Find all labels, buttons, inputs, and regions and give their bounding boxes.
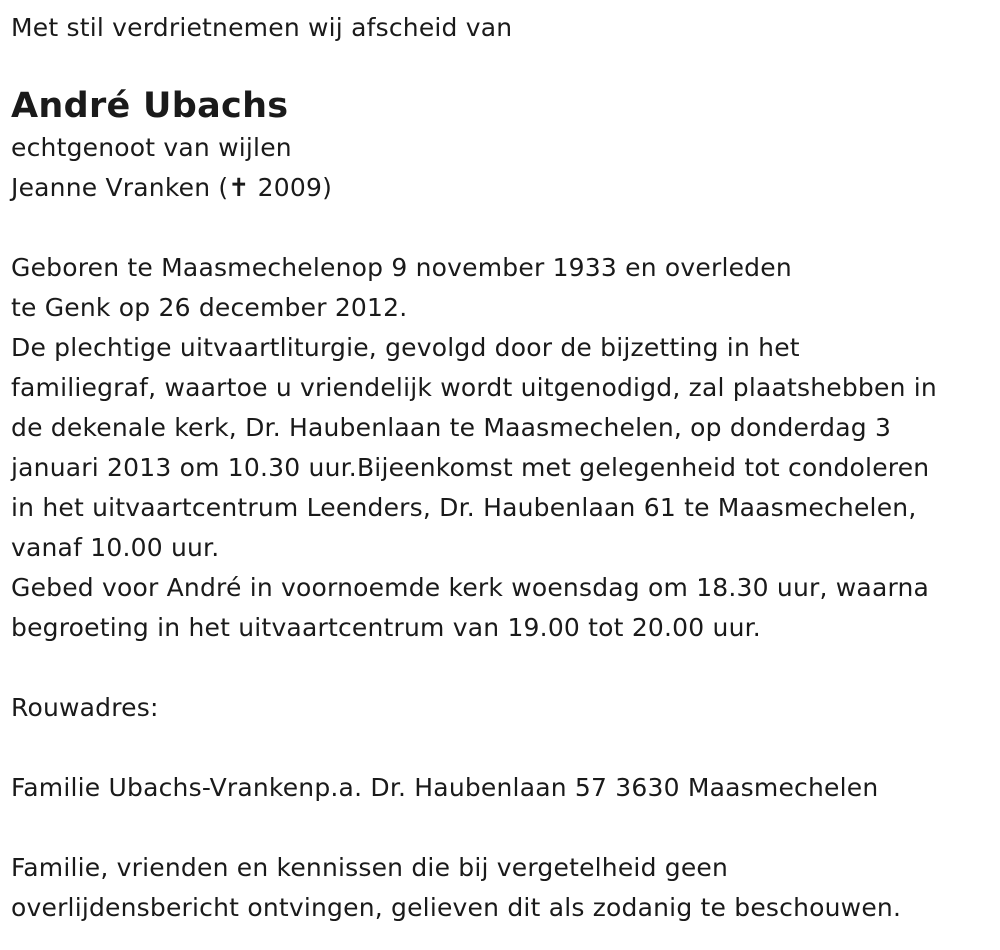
body-line: familiegraf, waartoe u vriendelijk wordt uitgenodigd, zal plaatshebben in bbox=[11, 373, 937, 402]
spacer bbox=[11, 728, 1000, 768]
spacer bbox=[11, 208, 1000, 248]
body-line: te Genk op 26 december 2012. bbox=[11, 293, 408, 322]
deceased-name: André Ubachs bbox=[11, 86, 289, 126]
spouse-line-2: Jeanne Vranken (✝ 2009) bbox=[11, 173, 333, 202]
closing-line: overlijdensbericht ontvingen, gelieven dit als zodanig te beschouwen. bbox=[11, 893, 902, 922]
mourning-address-label: Rouwadres: bbox=[11, 693, 159, 722]
body-line: januari 2013 om 10.30 uur.Bijeenkomst met gelegenheid tot condoleren bbox=[11, 453, 930, 482]
body-line: Geboren te Maasmechelenop 9 november 1933 en overleden bbox=[11, 253, 792, 282]
body-line: de dekenale kerk, Dr. Haubenlaan te Maasmechelen, op donderdag 3 bbox=[11, 413, 892, 442]
body-line: begroeting in het uitvaartcentrum van 19.00 tot 20.00 uur. bbox=[11, 613, 761, 642]
body-paragraph bbox=[11, 248, 1000, 648]
closing-paragraph bbox=[11, 848, 1000, 928]
body-line: De plechtige uitvaartliturgie, gevolgd door de bijzetting in het bbox=[11, 333, 800, 362]
body-line: Gebed voor André in voornoemde kerk woensdag om 18.30 uur, waarna bbox=[11, 573, 930, 602]
body-line: in het uitvaartcentrum Leenders, Dr. Haubenlaan 61 te Maasmechelen, bbox=[11, 493, 917, 522]
intro-text: Met stil verdrietnemen wij afscheid van bbox=[11, 13, 513, 42]
closing-line: Familie, vrienden en kennissen die bij vergetelheid geen bbox=[11, 853, 729, 882]
spacer bbox=[11, 648, 1000, 688]
mourning-address: Familie Ubachs-Vrankenp.a. Dr. Haubenlaan 57 3630 Maasmechelen bbox=[11, 773, 879, 802]
spouse-line-1: echtgenoot van wijlen bbox=[11, 133, 292, 162]
body-line: vanaf 10.00 uur. bbox=[11, 533, 220, 562]
spacer bbox=[11, 808, 1000, 848]
